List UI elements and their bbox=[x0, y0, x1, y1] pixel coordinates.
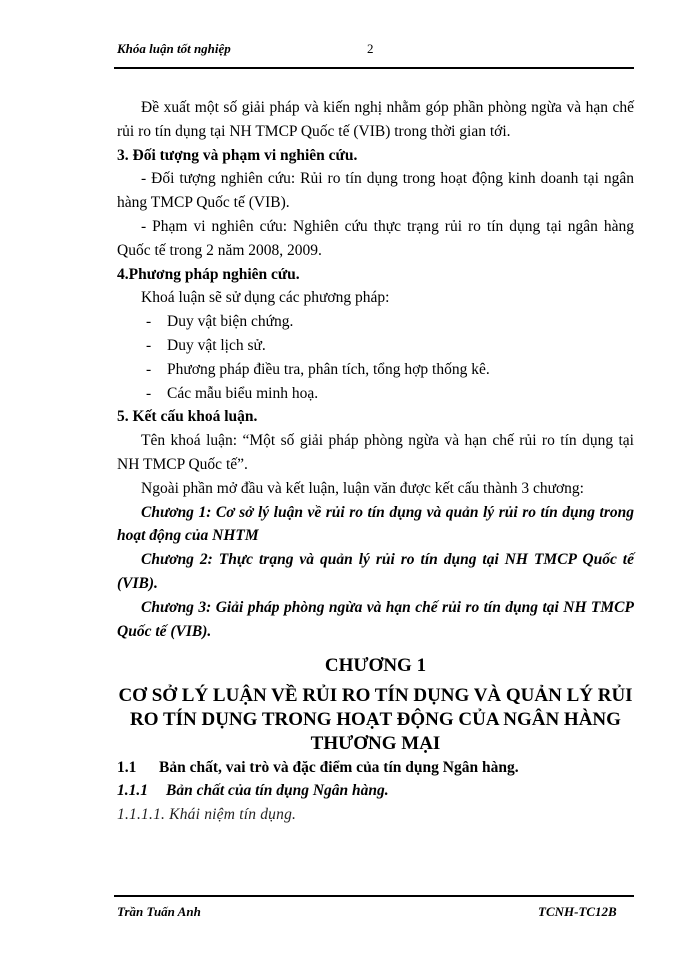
chapter-summary-3: Chương 3: Giải pháp phòng ngừa và hạn chế rủi ro tín dụng tại NH TMCP Quốc tế (VIB). bbox=[117, 598, 634, 640]
chapter-title: CƠ SỞ LÝ LUẬN VỀ RỦI RO TÍN DỤNG VÀ QUẢN LÝ RỦI RO TÍN DỤNG TRONG HOẠT ĐỘNG CỦA NGÂN HÀNG THƯƠNG MẠI bbox=[118, 685, 633, 754]
list-item-text: Duy vật lịch sử. bbox=[167, 336, 266, 354]
paragraph-methods-intro: Khoá luận sẽ sử dụng các phương pháp: bbox=[141, 289, 390, 307]
bullet-mark: - bbox=[146, 336, 152, 354]
page-body bbox=[117, 96, 634, 827]
list-item bbox=[117, 334, 634, 358]
heading-methods: 4.Phương pháp nghiên cứu. bbox=[117, 265, 300, 283]
header-rule bbox=[114, 67, 634, 69]
footer-class-code: TCNH-TC12B bbox=[538, 904, 617, 919]
chapter-summary-2: Chương 2: Thực trạng và quản lý rủi ro tín dụng tại NH TMCP Quốc tế (VIB). bbox=[117, 551, 634, 592]
bullet-mark: - bbox=[146, 313, 152, 331]
list-item-text: Phương pháp điều tra, phân tích, tổng hợp thống kê. bbox=[167, 360, 490, 378]
chapter-summary-1: Chương 1: Cơ sở lý luận về rủi ro tín dụng và quản lý rủi ro tín dụng trong hoạt động của NHTM bbox=[117, 503, 634, 545]
paragraph-objective: Đề xuất một số giải pháp và kiến nghị nhằm góp phần phòng ngừa và hạn chế rủi ro tín dụng tại NH TMCP Quốc tế (VIB) trong thời gian tới. bbox=[117, 99, 634, 140]
list-item-text: Duy vật biện chứng. bbox=[167, 313, 294, 331]
subsection-heading bbox=[117, 779, 634, 803]
bullet-mark: - bbox=[146, 384, 152, 402]
list-item-text: Các mẫu biểu minh hoạ. bbox=[167, 384, 319, 402]
paragraph-chapters-intro: Ngoài phần mở đầu và kết luận, luận văn được kết cấu thành 3 chương: bbox=[141, 479, 584, 497]
footer-author: Trần Tuấn Anh bbox=[117, 904, 201, 919]
subsection-title: Bản chất của tín dụng Ngân hàng. bbox=[166, 782, 389, 800]
subsection-number: 1.1.1 bbox=[117, 782, 148, 800]
paragraph-thesis-title: Tên khoá luận: “Một số giải pháp phòng ngừa và hạn chế rủi ro tín dụng tại NH TMCP Quốc tế”. bbox=[117, 432, 634, 473]
paragraph-subject: - Đối tượng nghiên cứu: Rủi ro tín dụng trong hoạt động kinh doanh tại ngân hàng TMCP Quốc tế (VIB). bbox=[117, 170, 634, 212]
list-item bbox=[117, 358, 634, 382]
list-item bbox=[117, 310, 634, 334]
heading-scope: 3. Đối tượng và phạm vi nghiên cứu. bbox=[117, 146, 358, 164]
heading-structure: 5. Kết cấu khoá luận. bbox=[117, 408, 258, 426]
page-number: 2 bbox=[367, 41, 374, 56]
bullet-mark: - bbox=[146, 360, 152, 378]
chapter-number: CHƯƠNG 1 bbox=[324, 655, 427, 677]
subsubsection-heading: 1.1.1.1. Khái niệm tín dụng. bbox=[117, 806, 297, 824]
paragraph-scope: - Phạm vi nghiên cứu: Nghiên cứu thực trạng rủi ro tín dụng tại ngân hàng Quốc tế trong 2 năm 2008, 2009. bbox=[117, 217, 634, 259]
footer-rule bbox=[114, 895, 634, 897]
header-title: Khóa luận tốt nghiệp bbox=[117, 41, 231, 56]
list-item bbox=[117, 382, 634, 406]
section-title: Bản chất, vai trò và đặc điểm của tín dụng Ngân hàng. bbox=[159, 758, 519, 776]
section-heading bbox=[117, 756, 634, 780]
section-number: 1.1 bbox=[117, 758, 137, 776]
